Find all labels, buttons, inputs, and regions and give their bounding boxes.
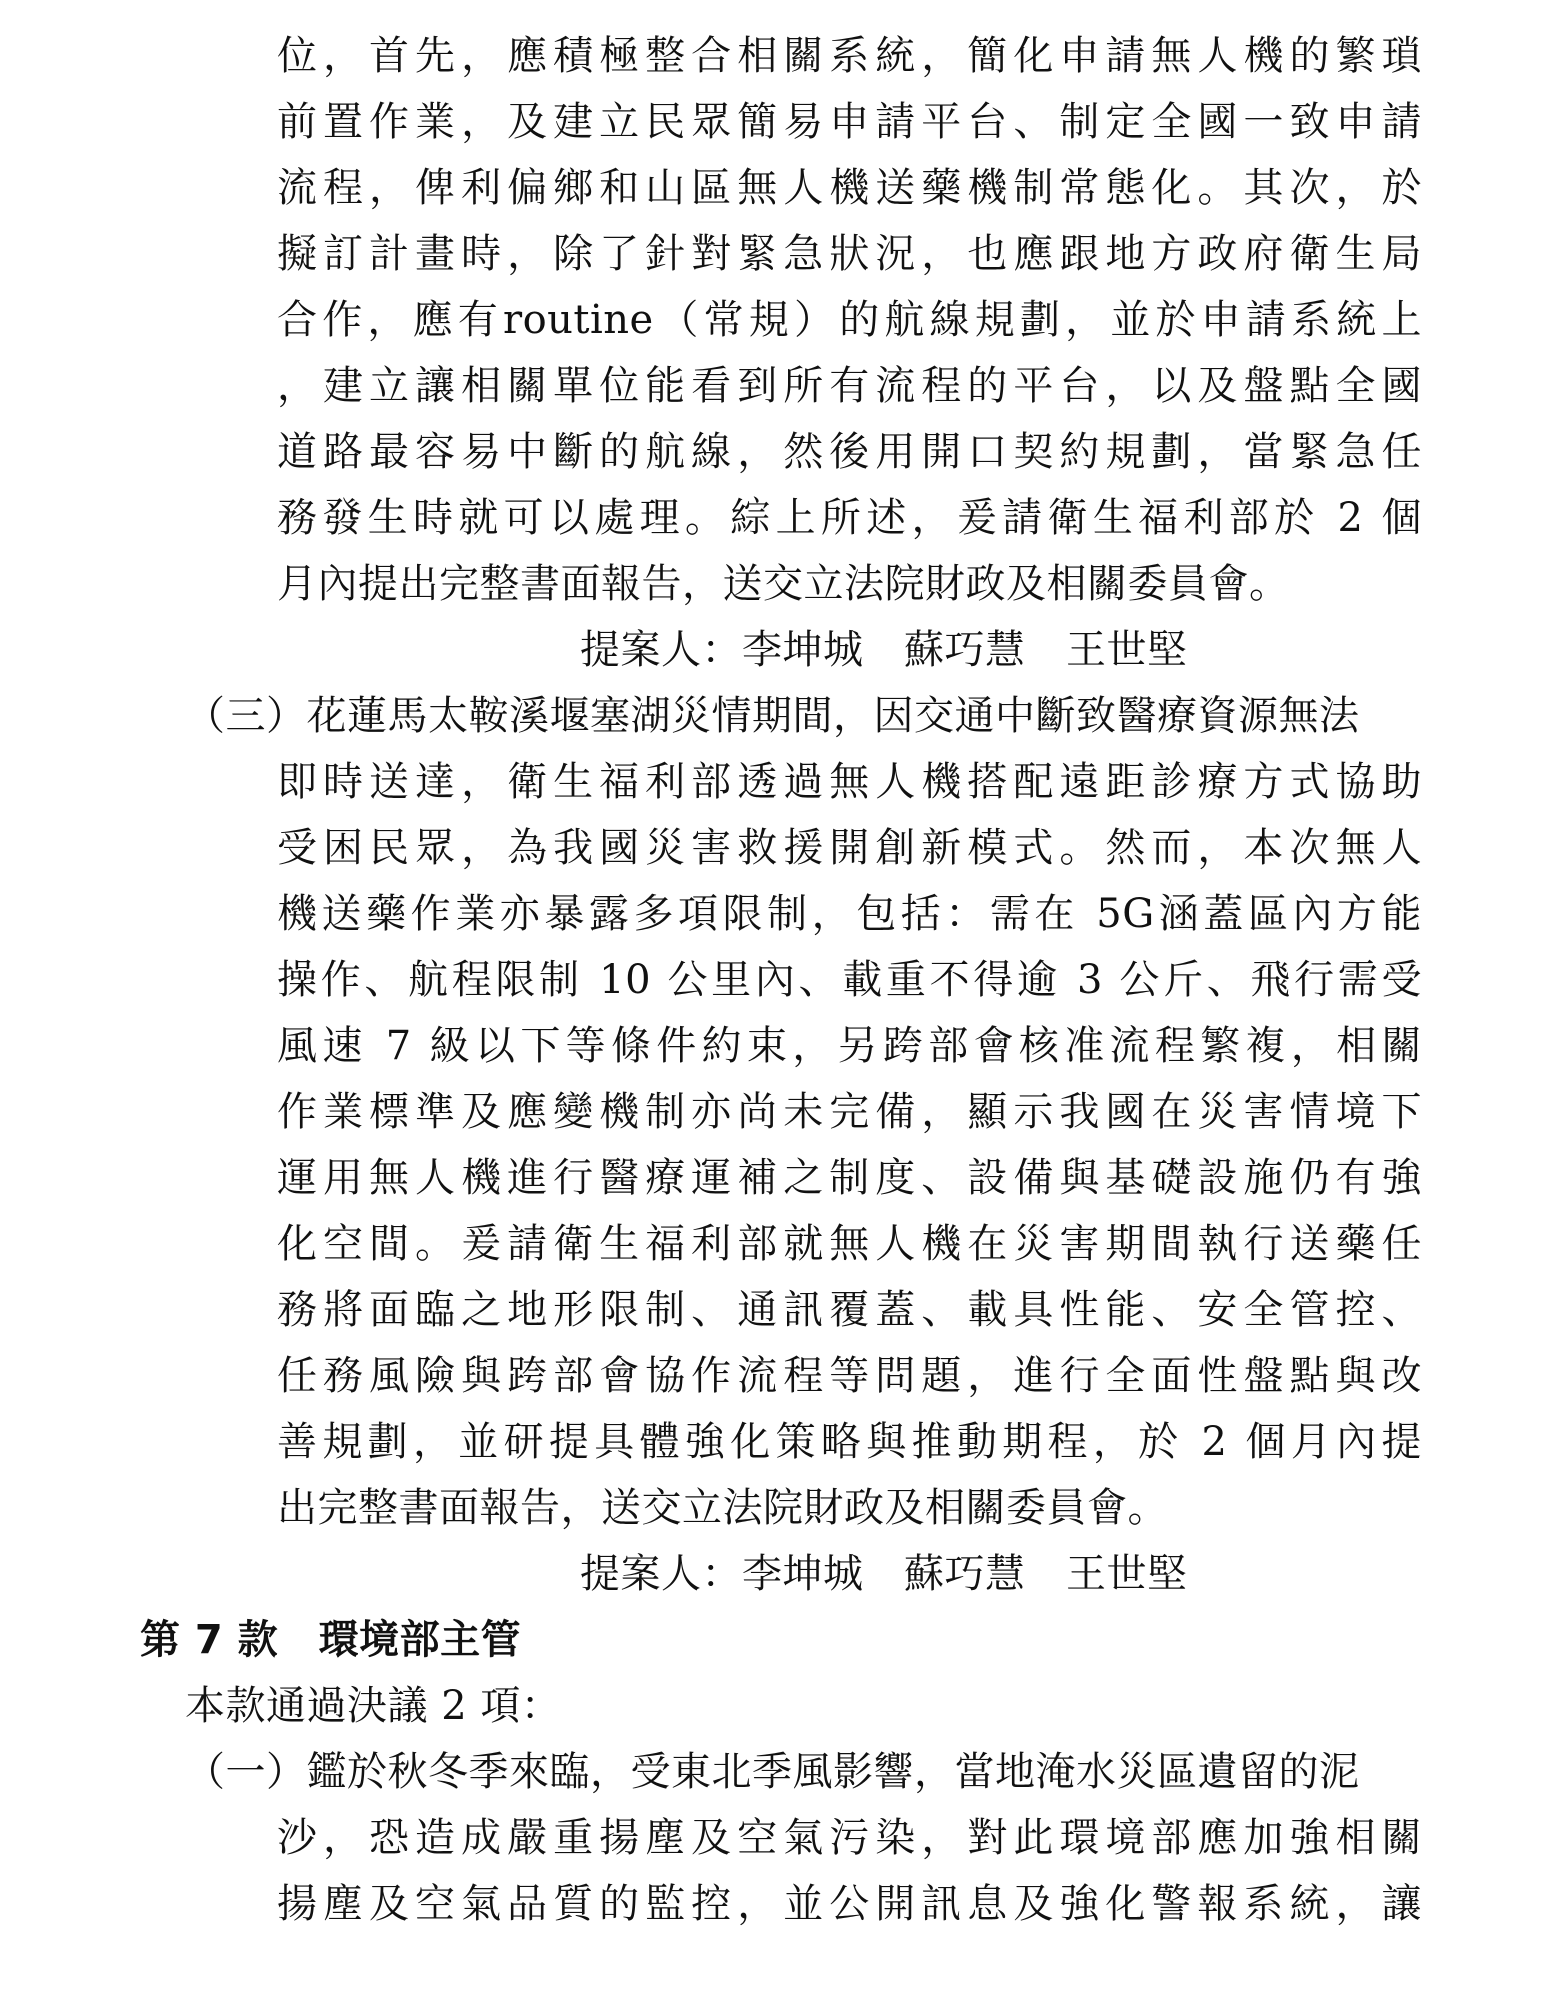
paragraph-line: 前置作業，及建立民眾簡易申請平台、制定全國一致申請 bbox=[277, 99, 1422, 145]
proposer-line: 提案人：李坤城 蘇巧慧 王世堅 bbox=[580, 627, 1188, 673]
paragraph-line: 合作，應有routine（常規）的航線規劃，並於申請系統上 bbox=[277, 297, 1422, 343]
paragraph-line: ，建立讓相關單位能看到所有流程的平台，以及盤點全國 bbox=[277, 363, 1422, 409]
paragraph-line: 沙，恐造成嚴重揚塵及空氣污染，對此環境部應加強相關 bbox=[277, 1815, 1422, 1861]
item-1-first-line: （一）鑑於秋冬季來臨，受東北季風影響，當地淹水災區遺留的泥 bbox=[185, 1749, 1360, 1795]
paragraph-line: 運用無人機進行醫療運補之制度、設備與基礎設施仍有強 bbox=[277, 1155, 1422, 1201]
item-3-first-line: （三）花蓮馬太鞍溪堰塞湖災情期間，因交通中斷致醫療資源無法 bbox=[185, 693, 1360, 739]
paragraph-line: 揚塵及空氣品質的監控，並公開訊息及強化警報系統，讓 bbox=[277, 1881, 1422, 1927]
paragraph-line: 出完整書面報告，送交立法院財政及相關委員會。 bbox=[277, 1485, 1168, 1531]
paragraph-line: 風速 7 級以下等條件約束，另跨部會核准流程繁複，相關 bbox=[277, 1023, 1422, 1069]
paragraph-line: 道路最容易中斷的航線，然後用開口契約規劃，當緊急任 bbox=[277, 429, 1422, 475]
paragraph-line: 流程，俾利偏鄉和山區無人機送藥機制常態化。其次，於 bbox=[277, 165, 1422, 211]
paragraph-line: 化空間。爰請衛生福利部就無人機在災害期間執行送藥任 bbox=[277, 1221, 1422, 1267]
paragraph-line: 務將面臨之地形限制、通訊覆蓋、載具性能、安全管控、 bbox=[277, 1287, 1422, 1333]
paragraph-line: 任務風險與跨部會協作流程等問題，進行全面性盤點與改 bbox=[277, 1353, 1422, 1399]
paragraph-line: 務發生時就可以處理。綜上所述，爰請衛生福利部於 2 個 bbox=[277, 495, 1422, 541]
paragraph-line: 善規劃，並研提具體強化策略與推動期程，於 2 個月內提 bbox=[277, 1419, 1422, 1465]
proposer-line: 提案人：李坤城 蘇巧慧 王世堅 bbox=[580, 1551, 1188, 1597]
paragraph-line: 月內提出完整書面報告，送交立法院財政及相關委員會。 bbox=[277, 561, 1290, 607]
paragraph-line: 即時送達，衛生福利部透過無人機搭配遠距診療方式協助 bbox=[277, 759, 1422, 805]
paragraph-line: 受困民眾，為我國災害救援開創新模式。然而，本次無人 bbox=[277, 825, 1422, 871]
paragraph-line: 擬訂計畫時，除了針對緊急狀況，也應跟地方政府衛生局 bbox=[277, 231, 1422, 277]
paragraph-line: 作業標準及應變機制亦尚未完備，顯示我國在災害情境下 bbox=[277, 1089, 1422, 1135]
section-heading: 第 7 款 環境部主管 bbox=[140, 1617, 522, 1663]
section-intro: 本款通過決議 2 項： bbox=[185, 1683, 562, 1729]
paragraph-line: 操作、航程限制 10 公里內、載重不得逾 3 公斤、飛行需受 bbox=[277, 957, 1422, 1003]
paragraph-line: 位，首先，應積極整合相關系統，簡化申請無人機的繁瑣 bbox=[277, 33, 1422, 79]
paragraph-line: 機送藥作業亦暴露多項限制，包括：需在 5G涵蓋區內方能 bbox=[277, 891, 1422, 937]
